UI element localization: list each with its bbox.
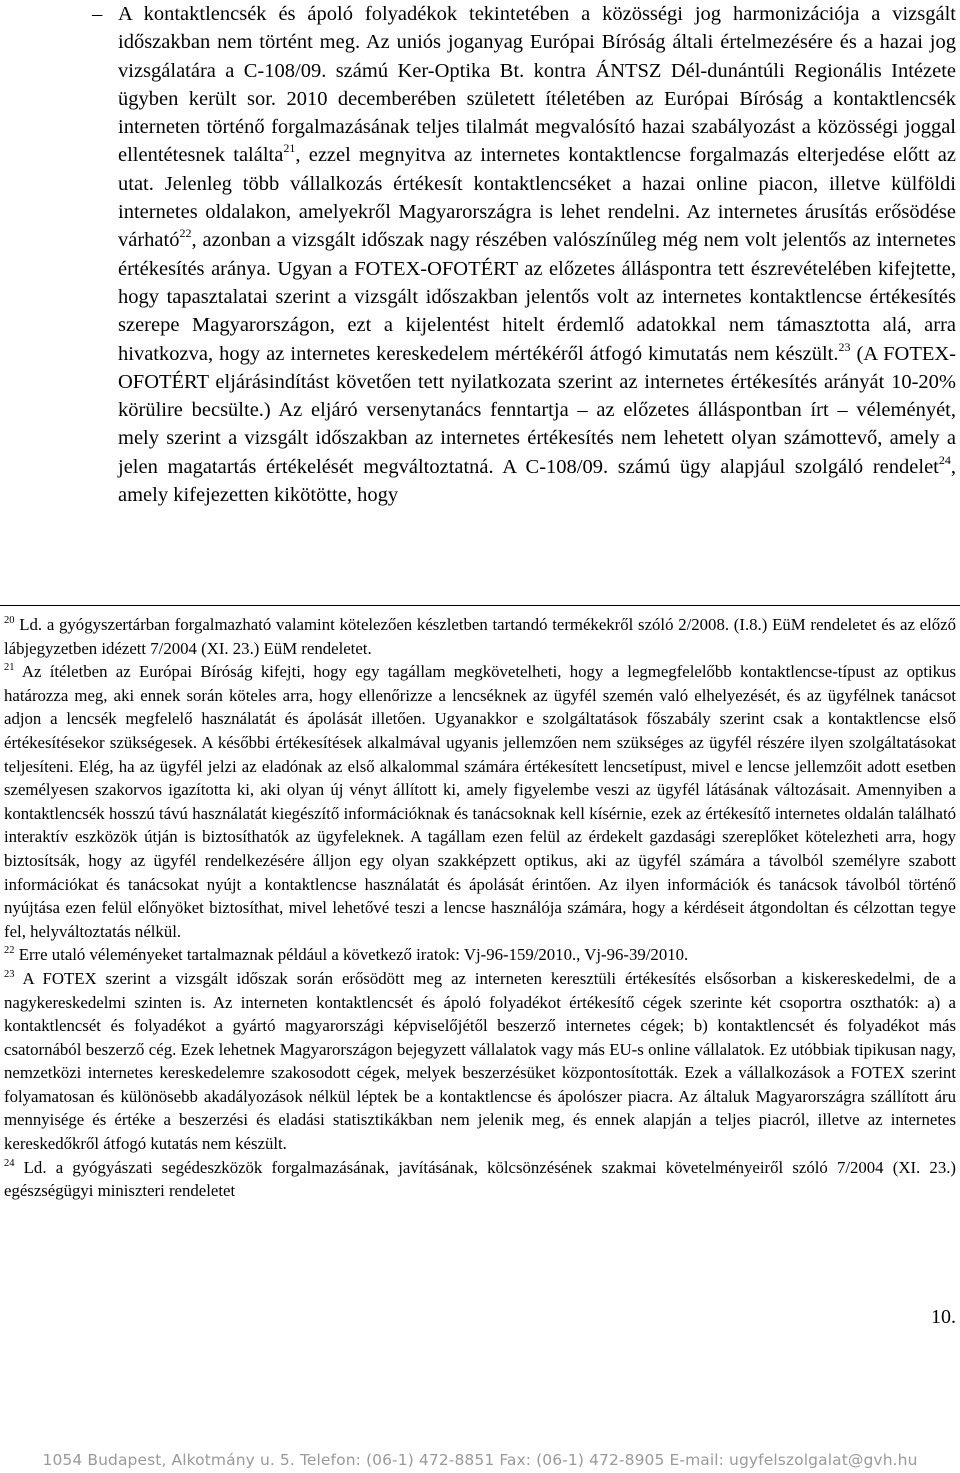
- footnote-separator: [0, 605, 960, 606]
- page-footer: 1054 Budapest, Alkotmány u. 5. Telefon: (06-1) 472-8851 Fax: (06-1) 472-8905 E-mail: ugyfelszolgalat@gvh.hu: [42, 1451, 918, 1469]
- main-text-part-b: , ezzel megnyitva az internetes kontaktlencse forgalmazás elterjedése előtt az utat. Jelenleg több vállalkozás értékesít kontaktlencséket a hazai online piacon, illetve külföldi internetes oldalakon, amelyekről Magyarországra is lehet rendelni. Az internetes árusítás erősödése várható: [118, 144, 956, 252]
- main-text-part-d: (A FOTEX-OFOTÉRT eljárásindítást követően tett nyilatkozata szerint az internetes értékesítés arányát 10-20% körülire becsülte.) Az eljáró versenytanács fenntartja – az előzetes álláspontban írt – véleményét, mely szerint a vizsgált időszakban az internetes értékesítés nem lehetett olyan számottevő, amely a jelen magatartás értékelését megváltoztatná. A C-108/09. számú ügy alapjául szolgáló rendelet: [118, 342, 956, 478]
- main-paragraph: [118, 0, 956, 509]
- footnote-24: [4, 1156, 956, 1203]
- footnote-text: A FOTEX szerint a vizsgált időszak során erősödött meg az interneten keresztüli értékesítés elsősorban a kiskereskedelmi, de a nagykereskedelmi szinten is. Az interneten kontaktlencsét és ápoló folyadékot értékesítő cégek szerinte két csoportra oszthatók: a) a kontaktlencsét és folyadékot a gyártó magyarországi képviselőjétől beszerző internetes cégek; b) kontaktlencsét és folyadékot más csatornából beszerző cég. Ezek lehetnek Magyarországon bejegyzett vállalatok vagy más EU-s online vállalatok. Ez utóbbiak tipikusan nagy, nemzetközi internetes kereskedelemre szakosodott cégek, melyek beszerzésüket központosították. Ezek a vállalkozások a FOTEX szerint folyamatosan és különösebb akadályozások nélkül léptek be a kontaktlencse és ápolószer piacra. Az általuk Magyarországra szállított áru mennyisége és értéke a beszerzési és eladási statisztikákban nem jelenik meg, és ennek alapján a teljes piacról, illetve az internetes kereskedőkről átfogó kutatás nem készült.: [4, 968, 956, 1154]
- main-text-part-c: , azonban a vizsgált időszak nagy részében valószínűleg még nem volt jelentős az internetes értékesítés aránya. Ugyan a FOTEX-OFOTÉRT az előzetes álláspontra tett észrevételében kifejtette, hogy tapasztalatai szerint a vizsgált időszakban jelentős volt az internetes kontaktlencse értékesítés szerepe Magyarországon, ezt a kijelentést hitelt érdemlő adatokkal nem támasztotta alá, arra hivatkozva, hogy az internetes kereskedelem mértékéről átfogó kimutatás nem készült.: [118, 229, 956, 365]
- page-number: 10.: [931, 1306, 956, 1328]
- bullet-dash: –: [92, 3, 103, 25]
- footnote-ref-24[interactable]: 24: [938, 452, 951, 467]
- footnote-ref-21[interactable]: 21: [283, 141, 296, 156]
- main-text: [118, 0, 956, 509]
- main-text-part-e: , amely kifejezetten kikötötte, hogy: [118, 455, 956, 507]
- footnote-23: [4, 967, 956, 1156]
- footnote-number: 24: [4, 1157, 15, 1169]
- footnote-22: [4, 943, 956, 967]
- footnote-text: Ld. a gyógyászati segédeszközök forgalmazásának, javításának, kölcsönzésének szakmai követelményeiről szóló 7/2004 (XI. 23.) egészségügyi miniszteri rendeletet: [4, 1157, 956, 1201]
- main-text-part-a: A kontaktlencsék és ápoló folyadékok tekintetében a közösségi jog harmonizációja a vizsgált időszakban nem történt meg. Az uniós joganyag Európai Bíróság általi értelmezésére és a hazai jog vizsgálatára a C-108/09. számú Ker-Optika Bt. kontra ÁNTSZ Dél-dunántúli Regionális Intézete ügyben került sor. 2010 decemberében született ítéletében az Európai Bíróság a kontaktlencsék interneten történő forgalmazásának teljes tilalmát megvalósító hazai szabályozást a közösségi joggal ellentétesnek találta: [118, 3, 956, 167]
- footnote-ref-23[interactable]: 23: [838, 339, 851, 354]
- footnote-21: [4, 660, 956, 943]
- footnote-20: [4, 613, 956, 660]
- footnote-text: Ld. a gyógyszertárban forgalmazható valamint kötelezően készletben tartandó termékekről szóló 2/2008. (I.8.) EüM rendeletet és az előző lábjegyzetben idézett 7/2004 (XI. 23.) EüM rendeletet.: [4, 615, 956, 658]
- footnote-text: Erre utaló véleményeket tartalmaznak például a következő iratok: Vj-96-159/2010., Vj-96-39/2010.: [14, 945, 689, 965]
- footnote-text: Az ítéletben az Európai Bíróság kifejti, hogy egy tagállam megkövetelheti, hogy a legmegfelelőbb kontaktlencse-típust az optikus határozza meg, aki ennek során köteles arra, hogy ellenőrizze a lencséknek az ügyfél szemén való elhelyezését, és az ügyfélnek tanácsot adjon a lencsék megfelelő használatát és ápolását illetően. Ugyanakkor e szolgáltatások főszabály szerint csak a kontaktlencse első értékesítésekor szükségesek. A későbbi értékesítések alkalmával ugyanis jellemzően nem szükséges az ügyfél részére ilyen szolgáltatásokat teljesíteni. Elég, ha az ügyfél jelzi az eladónak az első alkalommal számára értékesített lencsetípust, mivel e lencse jellemzőit adott esetben személyesen szakorvos igazította ki, aki olyan új vényt állított ki, amely figyelembe veszi az ügyfél látásának változásait. Amennyiben a kontaktlencsék hosszú távú használatát kiegészítő információknak és tanácsoknak kell kísérnie, ezek az értékesítő internetes oldalán található interaktív eszközök útján is biztosíthatók az ügyfeleknek. A tagállam ezen felül az érdekelt gazdasági szereplőket kötelezheti arra, hogy biztosítsák, hogy az ügyfél rendelkezésére álljon egy olyan szakképzett optikus, aki az ügyfél számára a távolból személyre szabott információkat és tanácsokat nyújt a kontaktlencse használatát és ápolását érintően. Az ilyen információk és tanácsok távolból történő nyújtása ezen felül előnyöket biztosíthat, mivel lehetővé teszi a lencse használója számára, hogy a kérdéseit átgondoltan és célzottan tegye fel, helyváltoztatás nélkül.: [4, 662, 956, 941]
- footnotes: [4, 613, 956, 1203]
- footnote-ref-22[interactable]: 22: [179, 226, 192, 241]
- footnote-number: 20: [4, 615, 15, 626]
- footnote-number: 21: [4, 662, 15, 674]
- footnote-number: 22: [4, 945, 15, 957]
- footnote-number: 23: [4, 968, 15, 980]
